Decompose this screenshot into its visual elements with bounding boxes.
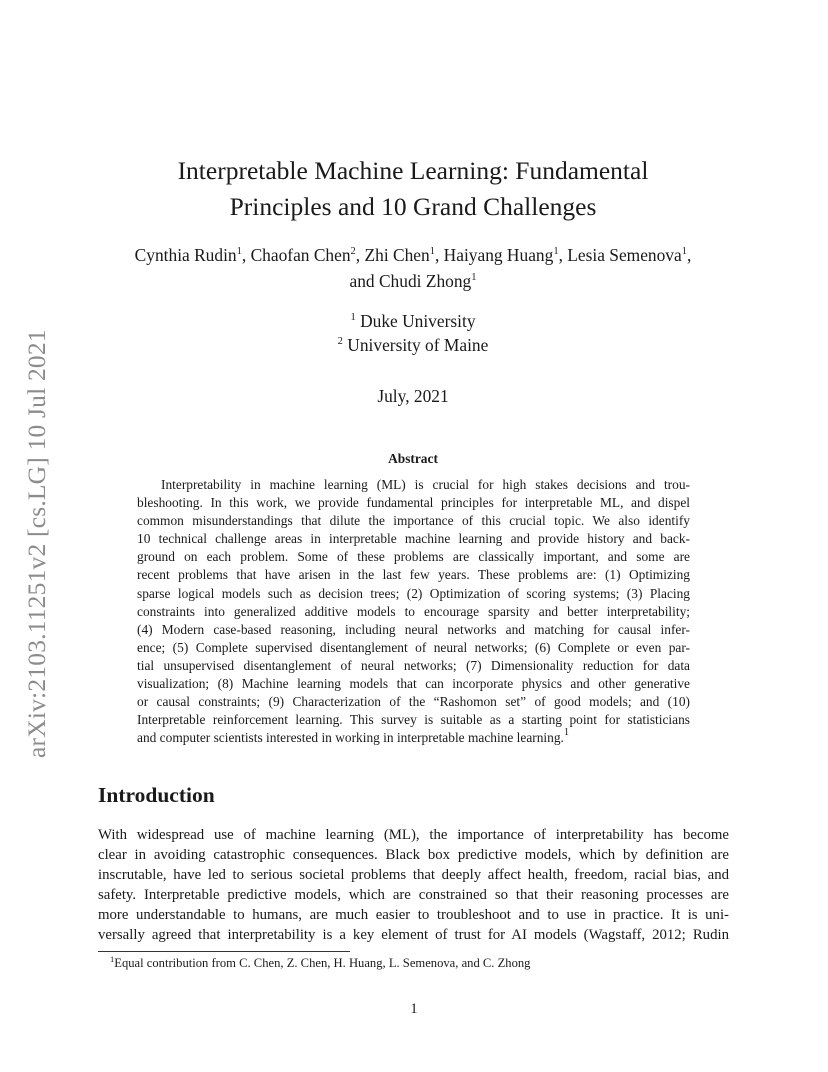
affiliation-name: University of Maine xyxy=(347,335,489,355)
affiliation-list xyxy=(98,309,728,357)
introduction-text xyxy=(98,826,729,945)
section-heading-introduction: Introduction xyxy=(98,783,215,807)
title-line-2: Principles and 10 Grand Challenges xyxy=(229,192,597,221)
abstract-line: ground on each problem. Some of these problems are classically important, and some are xyxy=(137,549,690,565)
abstract-last-line xyxy=(137,729,690,747)
author-name: Chaofan Chen xyxy=(250,245,351,265)
abstract-line: Interpretable reinforcement learning. This survey is suitable as a starting point for statisticians xyxy=(137,712,690,728)
abstract-text xyxy=(137,476,690,747)
arxiv-stamp: arXiv:2103.11251v2 [cs.LG] 10 Jul 2021 xyxy=(22,329,51,758)
paper-title xyxy=(98,153,728,225)
footnote xyxy=(110,956,530,971)
affiliation-mark: 2 xyxy=(350,246,356,257)
author-name: Zhi Chen xyxy=(364,245,430,265)
author-name: and Chudi Zhong xyxy=(349,271,472,291)
footnote-divider xyxy=(98,951,350,952)
body-line: clear in avoiding catastrophic consequences. Black box predictive models, which by definition are xyxy=(98,846,729,863)
affiliation-mark: 1 xyxy=(471,272,477,283)
abstract-line: sparse logical models such as decision trees; (2) Optimization of scoring systems; (3) Placing xyxy=(137,585,690,601)
abstract-line: Interpretability in machine learning (ML) is crucial for high stakes decisions and trou- xyxy=(161,477,690,492)
affiliation-mark: 1 xyxy=(236,246,242,257)
affiliation-2 xyxy=(98,333,728,357)
body-line: With widespread use of machine learning (ML), the importance of interpretability has become xyxy=(98,827,729,843)
abstract-line: common misunderstandings that dilute the importance of this crucial topic. We also identify xyxy=(137,513,690,529)
publication-date: July, 2021 xyxy=(377,386,449,406)
affiliation-1 xyxy=(98,309,728,333)
author-name: Haiyang Huang xyxy=(443,245,554,265)
author-list xyxy=(80,242,746,294)
body-line: inscrutable, have led to serious societal problems that deeply affect health, freedom, racial bias, and xyxy=(98,866,729,883)
abstract-line: visualization; (8) Machine learning models that can incorporate physics and other generative xyxy=(137,676,690,692)
abstract-line: and computer scientists interested in working in interpretable machine learning. xyxy=(137,730,564,746)
affiliation-mark: 1 xyxy=(429,246,435,257)
abstract-line: bleshooting. In this work, we provide fundamental principles for interpretable ML, and dispel xyxy=(137,495,690,511)
page-number: 1 xyxy=(410,1001,418,1017)
affiliation-mark: 1 xyxy=(350,312,356,323)
author-name: Lesia Semenova xyxy=(567,245,682,265)
footnote-mark: 1 xyxy=(563,727,570,739)
abstract-line: (4) Modern case-based reasoning, including neural networks and matching for causal infer- xyxy=(137,621,690,637)
author-line-2 xyxy=(80,268,746,294)
title-line-1: Interpretable Machine Learning: Fundamental xyxy=(177,156,649,185)
affiliation-mark: 1 xyxy=(681,246,687,257)
footnote-mark: 1 xyxy=(110,954,115,964)
affiliation-mark: 1 xyxy=(553,246,559,257)
author-name: Cynthia Rudin xyxy=(134,245,237,265)
abstract-line: recent problems that have arisen in the last few years. These problems are: (1) Optimizing xyxy=(137,567,690,583)
affiliation-mark: 2 xyxy=(337,336,343,347)
author-line-1: Cynthia Rudin$^1$, Chaofan Chen$^2$, Zhi Chen$^1$, Haiyang Huang$^1$, Lesia Semenova$^1$, xyxy=(134,245,692,265)
body-line: more understandable to humans, are much easier to troubleshoot and to use in practice. It is uni- xyxy=(98,906,729,923)
abstract-line: ence; (5) Complete supervised disentanglement of neural networks; (6) Complete or even par- xyxy=(137,639,690,655)
abstract-line: tial unsupervised disentanglement of neural networks; (7) Dimensionality reduction for data xyxy=(137,657,690,673)
abstract-line: or causal constraints; (9) Characterization of the “Rashomon set” of good models; and (10) xyxy=(137,694,690,710)
body-line: safety. Interpretable predictive models, which are constrained so that their reasoning processes are xyxy=(98,886,729,903)
body-line: versally agreed that interpretability is a key element of trust for AI models (Wagstaff, 2012; Rudin xyxy=(98,926,729,943)
abstract-heading: Abstract xyxy=(388,451,438,466)
abstract-line: constraints into generalized additive models to encourage sparsity and better interpretability; xyxy=(137,603,690,619)
abstract-line: 10 technical challenge areas in interpretable machine learning and provide history and back- xyxy=(137,531,690,547)
footnote-text: Equal contribution from C. Chen, Z. Chen, H. Huang, L. Semenova, and C. Zhong xyxy=(114,956,531,970)
affiliation-name: Duke University xyxy=(360,311,476,331)
